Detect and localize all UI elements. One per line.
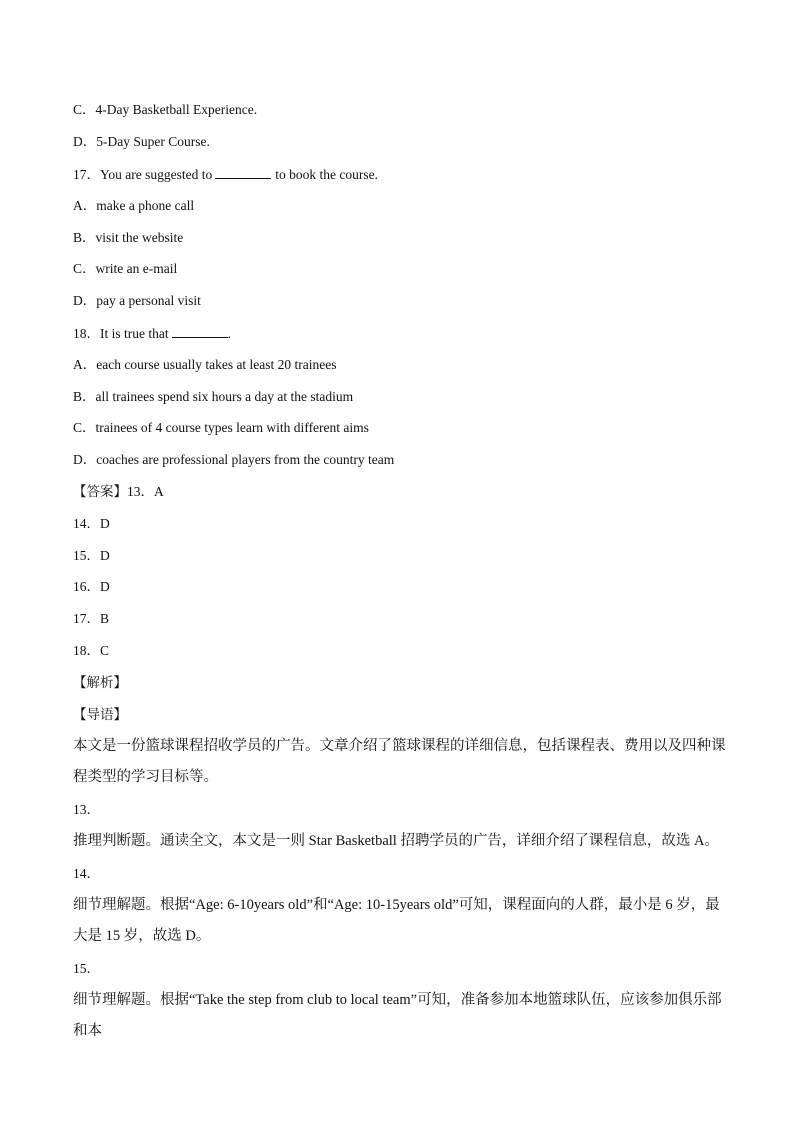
q17-blank — [215, 166, 271, 179]
q17-option-b: B．visit the website — [73, 230, 184, 245]
q18-stem-before: 18．It is true that — [73, 326, 169, 341]
analysis-13-text: 推理判断题。通读全文，本文是一则 Star Basketball 招聘学员的广告，详细介绍了课程信息，故选 A。 — [73, 833, 720, 849]
q16-option-c: C．4-Day Basketball Experience. — [73, 102, 258, 117]
analysis-13-number: 13． — [73, 802, 100, 817]
q17-option-c: C．write an e-mail — [73, 261, 178, 276]
answer-item-17: 17．B — [73, 611, 110, 626]
guide-header: 【导语】 — [73, 707, 127, 722]
answer-item-18: 18．C — [73, 643, 110, 658]
analysis-header: 【解析】 — [73, 675, 127, 690]
answer-item-16: 16．D — [73, 579, 110, 594]
q17-stem-before: 17．You are suggested to — [73, 167, 213, 182]
q18-stem-after: . — [227, 326, 231, 341]
guide-text: 本文是一份篮球课程招收学员的广告。文章介绍了篮球课程的详细信息，包括课程表、费用以及四种课程类型的学习目标等。 — [73, 738, 726, 785]
answer-header: 【答案】13．A — [73, 484, 164, 499]
analysis-15-number: 15． — [73, 961, 100, 976]
q17-option-a: A．make a phone call — [73, 198, 195, 213]
q18-option-b: B．all trainees spend six hours a day at the stadium — [73, 389, 354, 404]
q17-stem-after: to book the course. — [275, 167, 378, 182]
q18-option-a: A．each course usually takes at least 20 trainees — [73, 357, 337, 372]
analysis-15-text: 细节理解题。根据“Take the step from club to local team”可知，准备参加本地篮球队伍，应该参加俱乐部和本 — [73, 992, 722, 1039]
answer-item-15: 15．D — [73, 548, 110, 563]
q17-stem — [73, 166, 728, 183]
answer-item-14: 14．D — [73, 516, 110, 531]
q18-stem — [73, 325, 728, 342]
analysis-14-text: 细节理解题。根据“Age: 6-10years old”和“Age: 10-15years old”可知，课程面向的人群，最小是 6 岁，最大是 15 岁，故选 D。 — [73, 897, 720, 944]
q18-option-d: D．coaches are professional players from the country team — [73, 452, 395, 467]
analysis-14-number: 14． — [73, 866, 100, 881]
q18-blank — [172, 325, 228, 338]
q18-option-c: C．trainees of 4 course types learn with different aims — [73, 420, 369, 435]
q16-option-d: D．5-Day Super Course. — [73, 134, 210, 149]
q17-option-d: D．pay a personal visit — [73, 293, 201, 308]
